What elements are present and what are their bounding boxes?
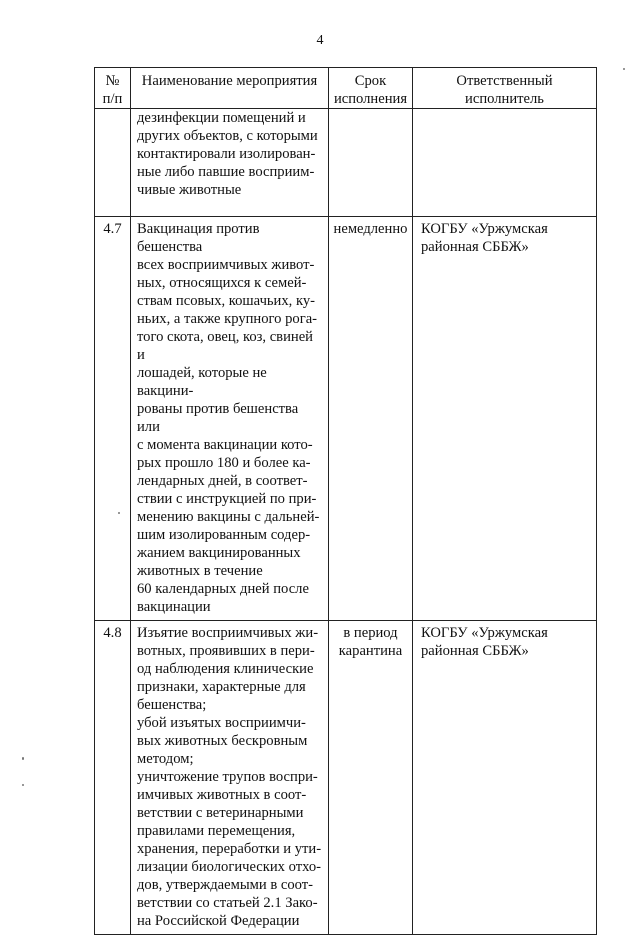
scan-speck: [623, 68, 625, 70]
scan-speck: [118, 512, 120, 514]
row-responsible: [413, 109, 597, 217]
row-responsible: КОГБУ «Уржумская районная СББЖ»: [413, 217, 597, 621]
table-row: [95, 621, 597, 935]
table-header-row: [95, 68, 597, 109]
row-number: 4.7: [95, 217, 131, 621]
header-measure-name: Наименование мероприятия: [131, 68, 329, 109]
table-row: [95, 217, 597, 621]
row-measure-name: Вакцинация против бешенства всех восприимчивых живот- ных, относящихся к семей- ствам псовых, кошачьих, ку- ньих, а также крупного рога- того скота, овец, коз, свиней и лошадей, которые не вакцини- рованы против бешенства или с момента вакцинации кото- рых прошло 180 и более ка- лендарных дней, в соответ- ствии с инструкцией по при- менению вакцины с дальней- шим изолированным содер- жанием вакцинированных животных в течение 60 календарных дней после вакцинации: [131, 217, 329, 621]
row-number: 4.8: [95, 621, 131, 935]
row-measure-name: дезинфекции помещений и других объектов, с которыми контактировали изолирован- ные либо павшие восприим- чивые животные: [131, 109, 329, 217]
scan-speck: [22, 757, 24, 760]
header-responsible: Ответственный исполнитель: [413, 68, 597, 109]
row-deadline: [329, 109, 413, 217]
page-number: 4: [316, 33, 324, 48]
header-number: № п/п: [95, 68, 131, 109]
measures-table: [94, 67, 597, 935]
row-deadline: в период карантина: [329, 621, 413, 935]
row-responsible: КОГБУ «Уржумская районная СББЖ»: [413, 621, 597, 935]
header-deadline: Срок исполнения: [329, 68, 413, 109]
row-measure-name: Изъятие восприимчивых жи- вотных, проявивших в пери- од наблюдения клинические признаки, характерные для бешенства; убой изъятых восприимчи- вых животных бескровным методом; уничтожение трупов воспри- имчивых животных в соот- ветствии с ветеринарными правилами перемещения, хранения, переработки и ути- лизации биологических отхо- дов, утверждаемыми в соот- ветствии со статьей 2.1 Зако- на Российской Федерации: [131, 621, 329, 935]
table-row: [95, 109, 597, 217]
row-deadline: немедленно: [329, 217, 413, 621]
scan-speck: [22, 784, 24, 786]
row-number: [95, 109, 131, 217]
